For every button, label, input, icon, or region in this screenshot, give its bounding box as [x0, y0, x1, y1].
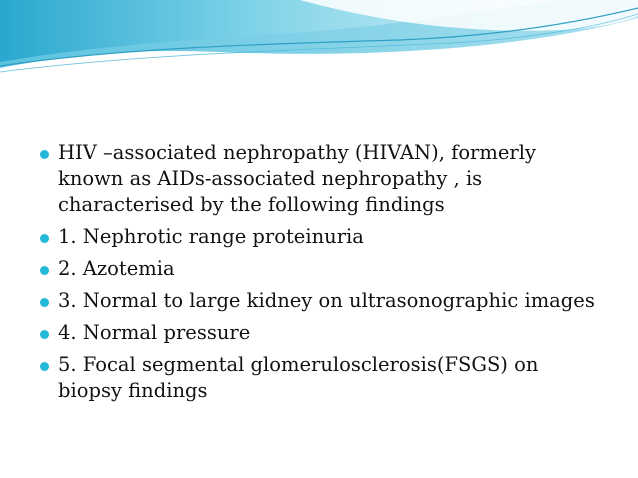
bullet-icon — [40, 362, 49, 371]
bullet-text: HIV –associated nephropathy (HIVAN), formerly known as AIDs-associated nephropathy , is characterised by the following findings — [58, 141, 536, 216]
bullet-content — [40, 140, 600, 410]
bullet-text: 5. Focal segmental glomerulosclerosis(FSGS) on biopsy findings — [58, 353, 539, 402]
bullet-icon — [40, 266, 49, 275]
bullet-item — [40, 256, 600, 282]
bullet-text: 2. Azotemia — [58, 257, 175, 280]
bullet-text: 3. Normal to large kidney on ultrasonographic images — [58, 289, 595, 312]
bullet-item — [40, 352, 600, 404]
bullet-item — [40, 140, 600, 218]
bullet-item — [40, 224, 600, 250]
bullet-item — [40, 320, 600, 346]
bullet-text: 4. Normal pressure — [58, 321, 251, 344]
header-wave-banner — [0, 0, 638, 80]
bullet-icon — [40, 150, 49, 159]
bullet-icon — [40, 234, 49, 243]
bullet-item — [40, 288, 600, 314]
bullet-list — [40, 140, 600, 404]
bullet-icon — [40, 298, 49, 307]
bullet-icon — [40, 330, 49, 339]
bullet-text: 1. Nephrotic range proteinuria — [58, 225, 364, 248]
